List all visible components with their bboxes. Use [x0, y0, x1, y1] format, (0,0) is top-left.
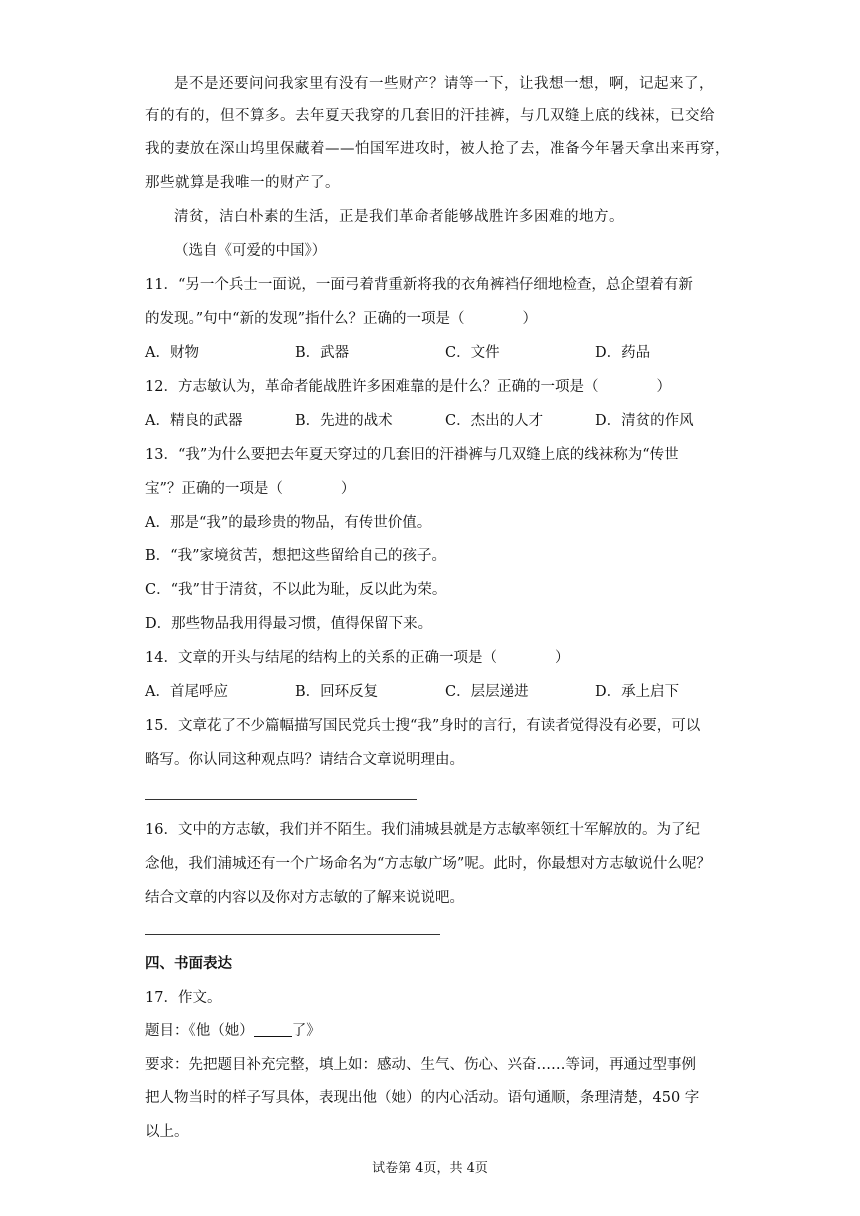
question-11-stem-cont: 的发现。”句中“新的发现”指什么？正确的一项是（ ） — [145, 311, 537, 327]
q14-option-c[interactable]: C．层层递进 — [445, 684, 529, 700]
question-16-stem-cont: 结合文章的内容以及你对方志敏的了解来说说吧。 — [145, 890, 464, 906]
q12-option-d[interactable]: D．清贫的作风 — [595, 413, 694, 429]
q14-option-a[interactable]: A．首尾呼应 — [145, 684, 228, 700]
q11-option-b[interactable]: B．武器 — [295, 345, 350, 361]
question-15-stem-cont: 略写。你认同这种观点吗？请结合文章说明理由。 — [145, 752, 464, 768]
q14-option-b[interactable]: B．回环反复 — [295, 684, 379, 700]
q13-option-c[interactable]: C．“我”甘于清贫，不以此为耻，反以此为荣。 — [145, 582, 447, 598]
section-title: 四、书面表达 — [145, 956, 232, 972]
q14-option-d[interactable]: D．承上启下 — [595, 684, 680, 700]
passage-line: 我的妻放在深山坞里保藏着——怕国军进攻时，被人抢了去，准备今年暑天拿出来再穿， — [145, 141, 730, 157]
essay-title: 题目：《他（她） 了》 — [145, 1023, 321, 1039]
passage-line: 是不是还要问问我家里有没有一些财产？请等一下，让我想一想，啊，记起来了， — [174, 76, 714, 92]
q13-option-d[interactable]: D．那些物品我用得最习惯，值得保留下来。 — [145, 616, 433, 632]
q15-answer-line[interactable] — [145, 799, 417, 800]
question-16-stem-cont: 念他，我们浦城还有一个广场命名为“方志敏广场”呢。此时，你最想对方志敏说什么呢？ — [145, 856, 711, 872]
question-14-stem: 14．文章的开头与结尾的结构上的关系的正确一项是（ ） — [145, 650, 570, 666]
q16-answer-line[interactable] — [145, 934, 440, 935]
passage-source: （选自《可爱的中国》） — [174, 243, 327, 259]
passage-closing: 清贫，洁白朴素的生活，正是我们革命者能够战胜许多困难的地方。 — [174, 209, 624, 225]
question-11-stem: 11．“另一个兵士一面说，一面弓着背重新将我的衣角裤裆仔细地检查，总企望着有新 — [145, 277, 693, 293]
q12-option-c[interactable]: C．杰出的人才 — [445, 413, 544, 429]
q12-option-b[interactable]: B．先进的战术 — [295, 413, 393, 429]
question-17-label: 17．作文。 — [145, 990, 222, 1006]
question-13-stem: 13．“我”为什么要把去年夏天穿过的几套旧的汗褂裤与几双缝上底的线袜称为“传世 — [145, 447, 679, 463]
essay-requirements-cont: 把人物当时的样子写具体，表现出他（她）的内心活动。语句通顺，条理清楚，450 字 — [145, 1090, 700, 1106]
passage-line: 那些就算是我唯一的财产了。 — [145, 175, 340, 191]
question-16-stem: 16．文中的方志敏，我们并不陌生。我们浦城县就是方志敏率领红十军解放的。为了纪 — [145, 822, 700, 838]
q13-option-b[interactable]: B．“我”家境贫苦，想把这些留给自己的孩子。 — [145, 548, 446, 564]
q11-option-c[interactable]: C．文件 — [445, 345, 500, 361]
question-15-stem: 15．文章花了不少篇幅描写国民党兵士搜“我”身时的言行，有读者觉得没有必要，可以 — [145, 718, 701, 734]
page-footer: 试卷第 4页，共 4页 — [372, 1161, 488, 1176]
q12-option-a[interactable]: A．精良的武器 — [145, 413, 243, 429]
q13-option-a[interactable]: A．那是“我”的最珍贵的物品，有传世价值。 — [145, 515, 432, 531]
passage-line: 有的有的，但不算多。去年夏天我穿的几套旧的汗挂裤，与几双缝上底的线袜，已交给 — [145, 108, 715, 124]
essay-title-blank[interactable] — [254, 1022, 292, 1037]
essay-requirements: 要求：先把题目补充完整，填上如：感动、生气、伤心、兴奋……等词，再通过型事例 — [145, 1057, 696, 1073]
q11-option-a[interactable]: A．财物 — [145, 345, 199, 361]
essay-requirements-cont: 以上。 — [145, 1124, 189, 1140]
question-12-stem: 12．方志敏认为，革命者能战胜许多困难靠的是什么？正确的一项是（ ） — [145, 379, 671, 395]
q11-option-d[interactable]: D．药品 — [595, 345, 651, 361]
question-13-stem-cont: 宝”？正确的一项是（ ） — [145, 481, 356, 497]
